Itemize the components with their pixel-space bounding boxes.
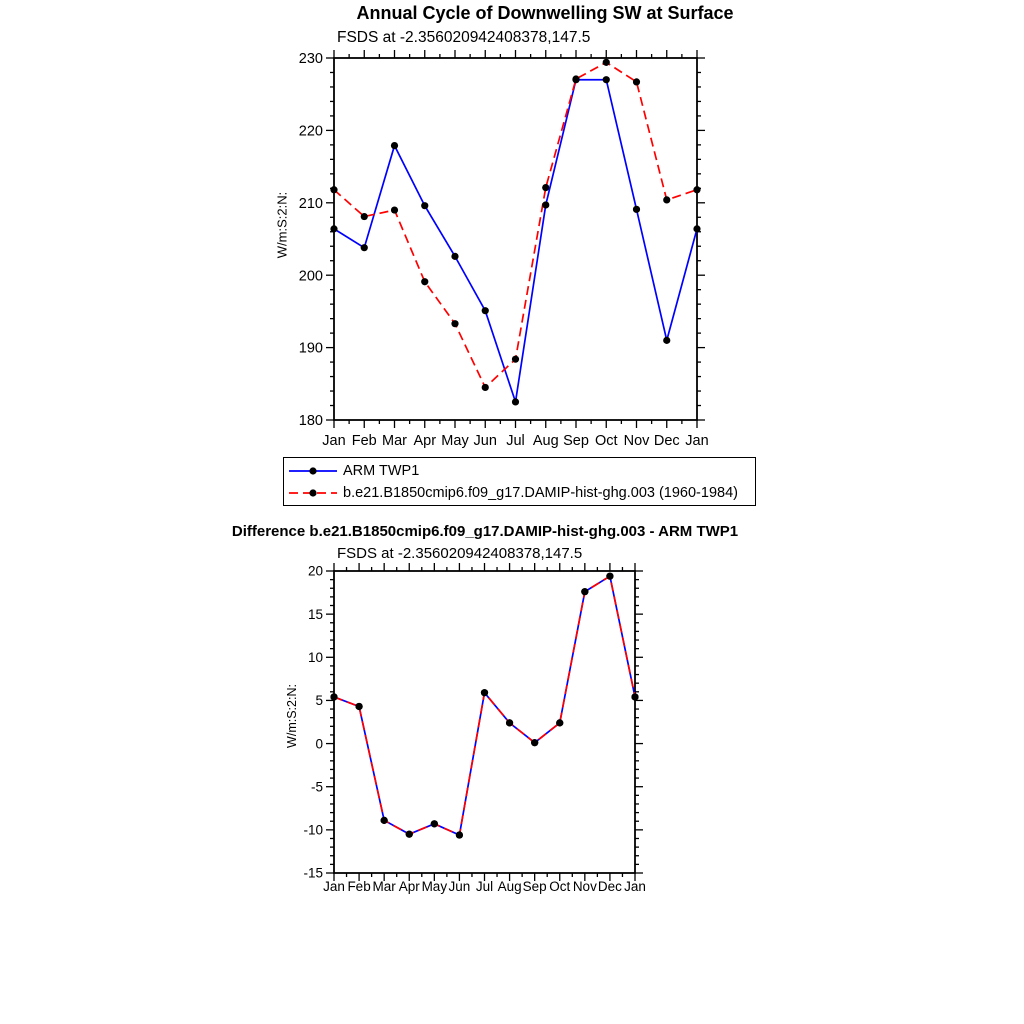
y-tick-label: -5 <box>310 779 323 795</box>
data-point-markers <box>330 573 638 839</box>
y-tick-label: 180 <box>298 413 323 430</box>
data-point-marker <box>506 719 513 726</box>
data-point-marker <box>572 75 579 82</box>
y-tick-label: 0 <box>315 736 323 752</box>
top-chart-title: Annual Cycle of Downwelling SW at Surface <box>356 3 734 23</box>
data-point-marker <box>451 253 458 260</box>
data-point-marker <box>361 213 368 220</box>
data-point-marker <box>421 278 428 285</box>
x-tick-label: Jan <box>624 879 646 894</box>
data-point-marker <box>633 206 640 213</box>
data-point-marker <box>355 703 362 710</box>
x-tick-label: Oct <box>549 879 571 894</box>
x-tick-label: Oct <box>594 433 618 449</box>
y-tick-labels <box>299 51 323 429</box>
y-tick-label: 210 <box>298 195 323 212</box>
x-tick-label: Dec <box>597 879 622 894</box>
y-tick-label: 220 <box>298 123 323 140</box>
x-tick-label: Jul <box>475 879 494 894</box>
x-tick-label: Apr <box>398 879 420 894</box>
x-tick-label: Jan <box>323 879 345 894</box>
data-point-marker <box>482 384 489 391</box>
series-line-1 <box>334 576 635 835</box>
y-tick-label: 230 <box>298 51 323 68</box>
legend-label-model: b.e21.B1850cmip6.f09_g17.DAMIP-hist-ghg.003 (1960-1984) <box>343 485 738 501</box>
data-point-marker <box>542 184 549 191</box>
legend-dashed-line-sample <box>289 485 337 501</box>
data-point-marker <box>431 820 438 827</box>
series-line-0 <box>334 80 697 402</box>
data-point-marker <box>451 320 458 327</box>
x-tick-label: Jan <box>322 433 346 449</box>
y-tick-label: 5 <box>315 693 323 709</box>
series-line-1 <box>334 62 697 387</box>
x-tick-label: May <box>421 879 448 894</box>
y-tick-label: 10 <box>307 650 323 666</box>
top-chart-subtitle: FSDS at -2.356020942408378,147.5 <box>337 29 591 46</box>
data-point-marker <box>633 78 640 85</box>
data-point-marker <box>421 202 428 209</box>
axis-ticks <box>326 50 705 428</box>
x-tick-label: Sep <box>563 433 589 449</box>
x-tick-label: Jul <box>506 433 525 449</box>
data-point-marker <box>603 76 610 83</box>
x-tick-label: Aug <box>497 879 522 894</box>
legend-entry-arm-twp1 <box>289 460 755 482</box>
legend-label-arm-twp1: ARM TWP1 <box>343 463 420 479</box>
x-tick-label: Apr <box>413 433 437 449</box>
top-y-axis-title: W/m:S:2:N: <box>274 191 290 259</box>
y-tick-label: 20 <box>307 563 323 579</box>
bottom-chart-subtitle: FSDS at -2.356020942408378,147.5 <box>337 545 583 562</box>
data-point-marker <box>581 588 588 595</box>
data-point-marker <box>542 201 549 208</box>
data-point-marker <box>512 356 519 363</box>
x-tick-label: Mar <box>372 879 396 894</box>
bottom-chart-title: Difference b.e21.B1850cmip6.f09_g17.DAMIP-hist-ghg.003 - ARM TWP1 <box>231 523 739 540</box>
data-point-marker <box>482 307 489 314</box>
x-tick-label: Jun <box>448 879 471 894</box>
y-tick-label: 15 <box>307 606 323 622</box>
legend-solid-line-sample <box>289 463 337 479</box>
data-point-marker <box>330 186 337 193</box>
y-tick-label: -10 <box>303 822 323 838</box>
data-point-marker <box>406 831 413 838</box>
x-tick-label: Dec <box>653 433 680 449</box>
x-tick-label: May <box>441 433 469 449</box>
y-tick-labels <box>303 564 323 881</box>
data-point-marker <box>606 573 613 580</box>
data-point-marker <box>456 831 463 838</box>
data-point-marker <box>391 206 398 213</box>
data-point-marker <box>631 693 638 700</box>
data-point-marker <box>330 225 337 232</box>
x-tick-label: Feb <box>347 879 371 894</box>
chart-panel-0 <box>299 50 709 449</box>
chart-panel-1 <box>303 563 645 894</box>
data-point-marker <box>663 196 670 203</box>
x-tick-label: Nov <box>572 879 597 894</box>
data-point-marker <box>663 337 670 344</box>
data-point-marker <box>693 225 700 232</box>
x-tick-label: Mar <box>382 433 407 449</box>
x-tick-label: Aug <box>532 433 559 449</box>
data-point-marker <box>512 398 519 405</box>
data-point-marker <box>481 689 488 696</box>
axis-ticks <box>326 563 643 881</box>
data-point-marker <box>531 739 538 746</box>
x-tick-label: Jan <box>685 433 709 449</box>
y-tick-label: 200 <box>298 268 323 285</box>
data-point-marker <box>603 59 610 66</box>
data-point-marker <box>381 817 388 824</box>
y-tick-label: 190 <box>298 340 323 357</box>
legend-entry-model <box>289 482 755 504</box>
data-point-marker <box>556 719 563 726</box>
axis-box <box>334 571 635 873</box>
data-point-marker <box>361 244 368 251</box>
x-tick-label: Nov <box>623 433 650 449</box>
data-point-marker <box>330 693 337 700</box>
bottom-y-axis-title: W/m:S:2:N: <box>285 684 299 748</box>
data-point-marker <box>693 186 700 193</box>
x-tick-label: Jun <box>473 433 497 449</box>
x-tick-label: Feb <box>351 433 377 449</box>
data-point-marker <box>391 142 398 149</box>
legend-box <box>283 457 756 506</box>
y-tick-label: -15 <box>303 865 323 881</box>
data-point-markers <box>330 59 700 406</box>
x-tick-label: Sep <box>522 879 547 894</box>
